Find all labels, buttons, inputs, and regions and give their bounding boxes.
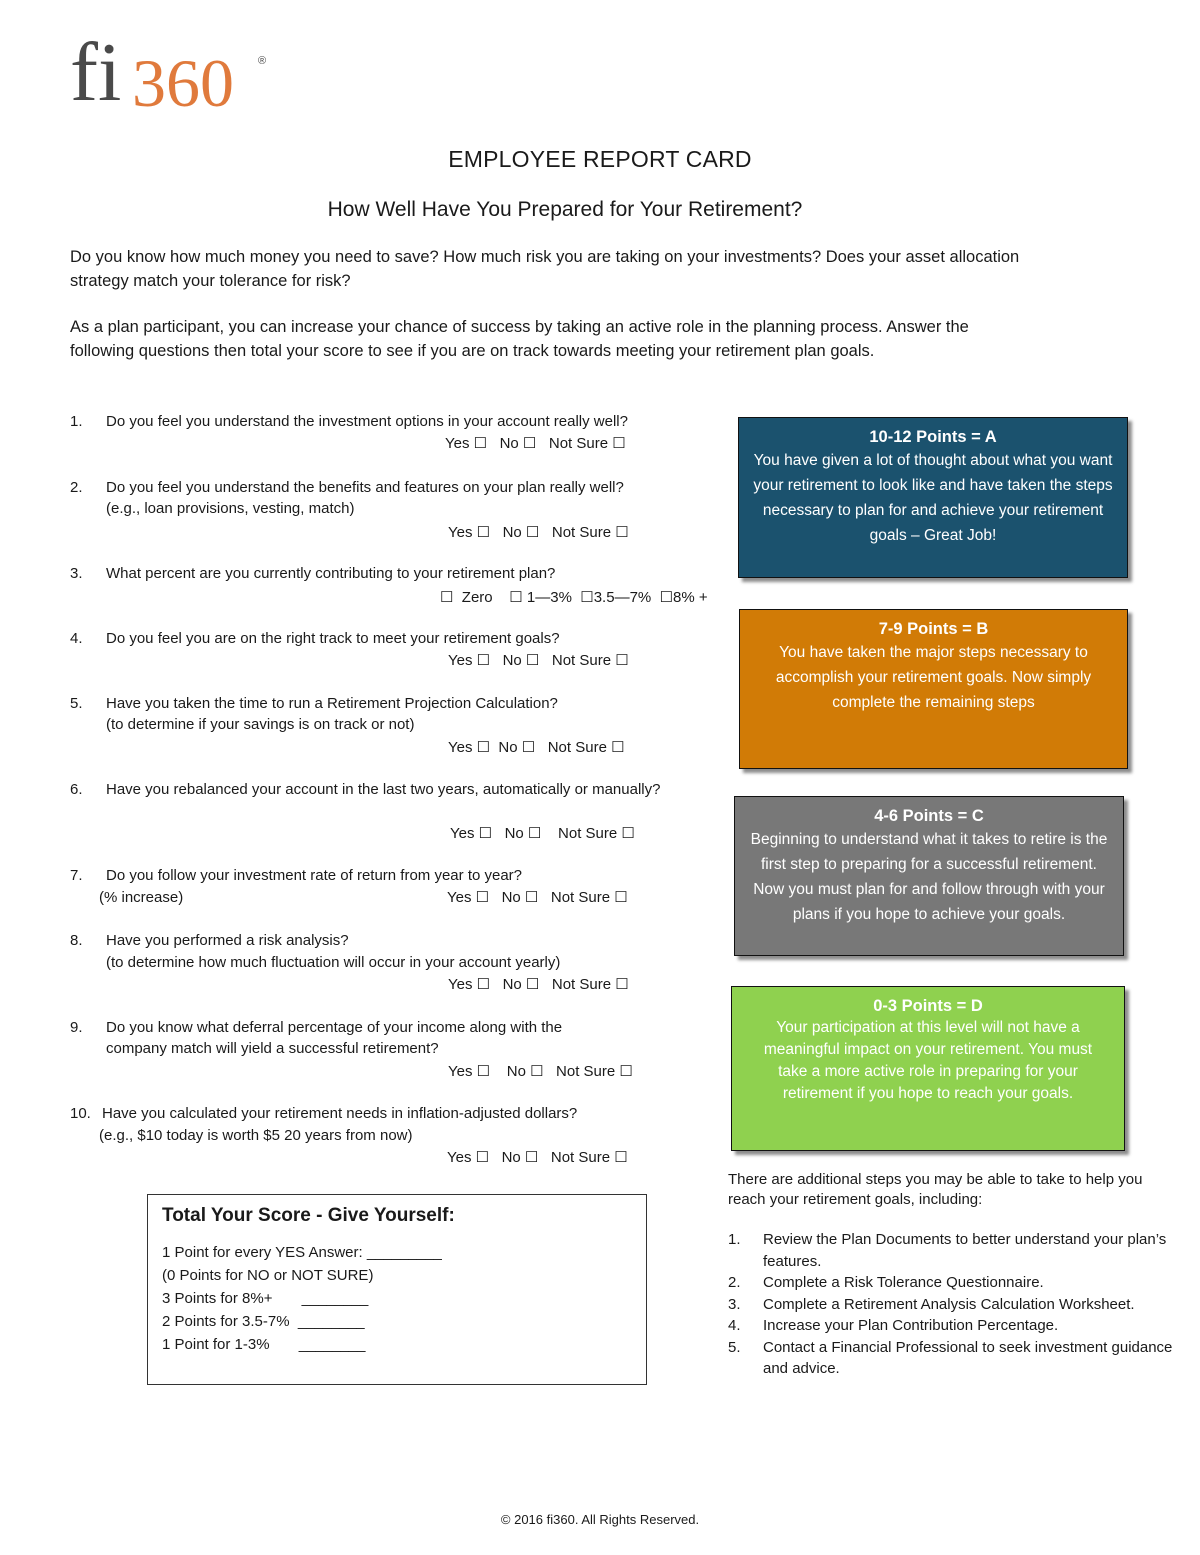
question-3: [70, 563, 720, 613]
question-subtext: (% increase): [99, 889, 184, 906]
answer-options[interactable]: Yes ☐ No ☐ Not Sure ☐: [450, 825, 635, 842]
question-text: Have you performed a risk analysis?: [106, 932, 349, 949]
answer-options[interactable]: ☐ Zero ☐ 1—3% ☐3.5—7% ☐8% +: [440, 589, 708, 606]
question-text: Do you feel you are on the right track to meet your retirement goals?: [106, 630, 560, 647]
list-item: [728, 1337, 1178, 1380]
question-2: [70, 477, 720, 547]
list-text: Contact a Financial Professional to seek investment guidance and advice.: [763, 1338, 1173, 1377]
list-item: [728, 1294, 1178, 1316]
question-8: [70, 930, 720, 1000]
page-subtitle: How Well Have You Prepared for Your Retirement?: [327, 198, 803, 221]
grade-heading: 4-6 Points = C: [874, 807, 984, 825]
question-number: 1.: [70, 413, 83, 430]
grade-box-a: [738, 417, 1128, 578]
grade-description: You have taken the major steps necessary to accomplish your retirement goals. Now simply complete the remaining steps: [775, 644, 1092, 711]
logo-fi: fi: [70, 26, 122, 119]
question-subtext: (e.g., $10 today is worth $5 20 years from now): [99, 1127, 413, 1144]
additional-steps-list: [728, 1229, 1178, 1380]
question-1: [70, 411, 720, 461]
list-number: 5.: [728, 1338, 741, 1356]
question-number: 6.: [70, 781, 83, 798]
question-number: 2.: [70, 479, 83, 496]
list-text: Review the Plan Documents to better understand your plan’s features.: [763, 1231, 1167, 1270]
list-item: [728, 1272, 1178, 1294]
registered-mark: ®: [258, 55, 267, 67]
question-number: 3.: [70, 565, 83, 582]
score-box: [147, 1194, 647, 1385]
question-subtext: (to determine how much fluctuation will occur in your account yearly): [106, 954, 561, 971]
question-number: 10.: [70, 1105, 91, 1122]
question-number: 8.: [70, 932, 83, 949]
list-text: Increase your Plan Contribution Percentage.: [763, 1317, 1059, 1334]
list-number: 3.: [728, 1295, 741, 1313]
grade-description: You have given a lot of thought about what you want your retirement to look like and have taken the steps necessary to plan for and achieve your retirement goals – Great Job!: [753, 452, 1113, 544]
question-9: [70, 1017, 720, 1087]
additional-steps-intro: There are additional steps you may be able to take to help you reach your retirement goals, including:: [728, 1171, 1143, 1208]
question-text: Have you taken the time to run a Retirement Projection Calculation?: [106, 695, 558, 712]
question-number: 5.: [70, 695, 83, 712]
question-number: 7.: [70, 867, 83, 884]
logo-360: 360: [132, 45, 234, 121]
score-line-1-3pct: 1 Point for 1-3% ________: [162, 1336, 366, 1353]
grade-heading: 10-12 Points = A: [869, 428, 997, 446]
question-7: [70, 865, 720, 915]
list-number: 2.: [728, 1274, 741, 1291]
question-subtext: (to determine if your savings is on track or not): [106, 716, 415, 733]
list-number: 4.: [728, 1317, 741, 1334]
intro-paragraph-1: Do you know how much money you need to save? How much risk you are taking on your investments? Does your asset allocation strategy match your tolerance for risk?: [70, 248, 1020, 290]
score-line-3-5-7pct: 2 Points for 3.5-7% ________: [162, 1313, 365, 1330]
answer-options[interactable]: Yes ☐ No ☐ Not Sure ☐: [447, 1149, 628, 1166]
question-number: 4.: [70, 630, 83, 647]
list-item: [728, 1229, 1178, 1272]
answer-options[interactable]: Yes ☐ No ☐ Not Sure ☐: [448, 976, 629, 993]
question-10: [70, 1103, 720, 1173]
list-item: [728, 1315, 1178, 1337]
copyright-footer: © 2016 fi360. All Rights Reserved.: [500, 1512, 700, 1527]
grade-description: Your participation at this level will not have a meaningful impact on your retirement. You must take a more active role in preparing for your retirement if you hope to reach your goals.: [763, 1019, 1093, 1102]
answer-options[interactable]: Yes ☐ No ☐ Not Sure ☐: [448, 1063, 633, 1080]
answer-options[interactable]: Yes ☐ No ☐ Not Sure ☐: [445, 435, 626, 452]
answer-options[interactable]: Yes ☐ No ☐ Not Sure ☐: [448, 739, 625, 756]
question-text: Do you follow your investment rate of return from year to year?: [106, 867, 523, 884]
answer-options[interactable]: Yes ☐ No ☐ Not Sure ☐: [448, 524, 629, 541]
question-5: [70, 693, 720, 763]
page-title: EMPLOYEE REPORT CARD: [448, 146, 752, 172]
list-text: Complete a Risk Tolerance Questionnaire.: [763, 1274, 1044, 1291]
question-text: Do you feel you understand the investment options in your account really well?: [106, 413, 628, 430]
question-text: What percent are you currently contributing to your retirement plan?: [106, 565, 556, 582]
intro-paragraph-2: As a plan participant, you can increase your chance of success by taking an active role in the planning process. Answer the following questions then total your score to see if you are on track towards meeting your retirement plan goals.: [70, 318, 969, 360]
grade-heading: 0-3 Points = D: [873, 997, 983, 1015]
grade-box-d: [731, 986, 1125, 1151]
answer-options[interactable]: Yes ☐ No ☐ Not Sure ☐: [448, 652, 629, 669]
list-text: Complete a Retirement Analysis Calculation Worksheet.: [763, 1295, 1135, 1313]
score-line-8pct: 3 Points for 8%+ ________: [162, 1290, 369, 1307]
question-subtext: (e.g., loan provisions, vesting, match): [106, 500, 355, 517]
grade-description: Beginning to understand what it takes to retire is the first step to preparing for a successful retirement. Now you must plan for and follow through with your plans if you hope to achieve your goals.: [750, 831, 1108, 923]
question-number: 9.: [70, 1019, 83, 1036]
question-4: [70, 628, 720, 678]
question-text: Do you know what deferral percentage of your income along with the: [106, 1019, 563, 1036]
grade-heading: 7-9 Points = B: [878, 620, 989, 638]
question-text: Have you rebalanced your account in the last two years, automatically or manually?: [106, 781, 661, 798]
question-6: [70, 779, 720, 849]
grade-box-b: [739, 609, 1128, 769]
fi360-logo: [70, 22, 280, 127]
question-subtext: company match will yield a successful retirement?: [106, 1040, 439, 1057]
question-text: Have you calculated your retirement needs in inflation-adjusted dollars?: [102, 1105, 578, 1122]
grade-box-c: [734, 796, 1124, 956]
list-number: 1.: [728, 1231, 741, 1248]
score-line-yes: 1 Point for every YES Answer: _________: [162, 1244, 442, 1261]
score-line-no: (0 Points for NO or NOT SURE): [162, 1267, 374, 1284]
answer-options[interactable]: Yes ☐ No ☐ Not Sure ☐: [447, 889, 628, 906]
question-text: Do you feel you understand the benefits and features on your plan really well?: [106, 479, 624, 496]
score-heading: Total Your Score - Give Yourself:: [162, 1205, 455, 1226]
